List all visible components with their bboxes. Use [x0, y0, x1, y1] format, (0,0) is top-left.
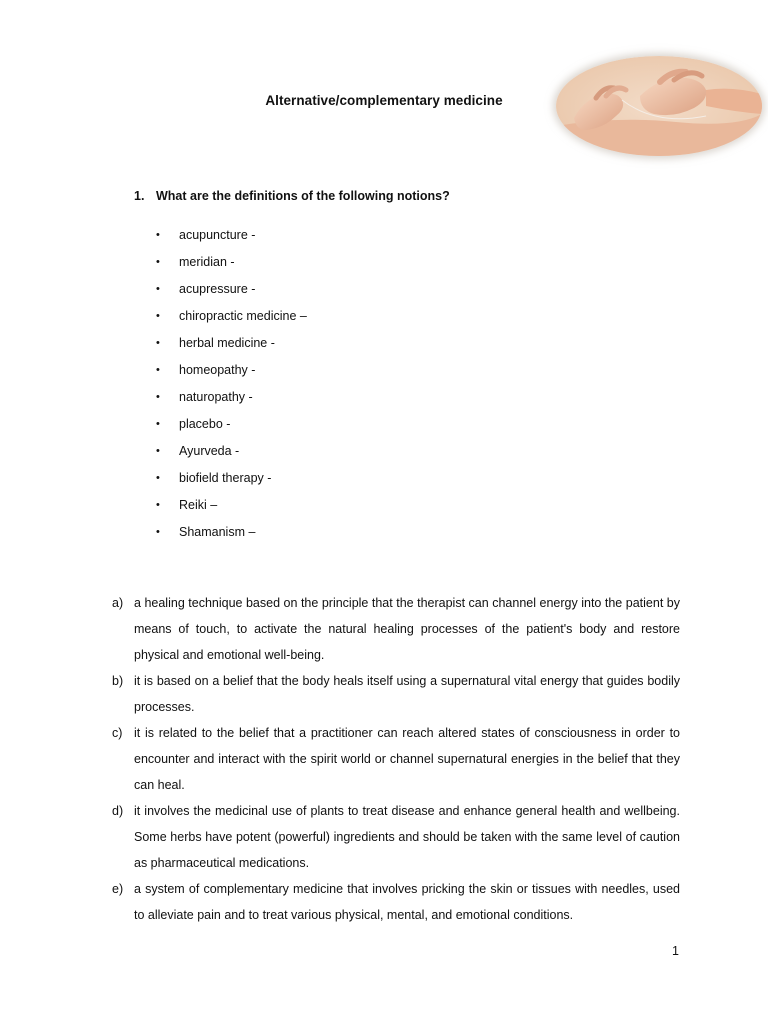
term-text: meridian - — [179, 255, 235, 269]
term-text: herbal medicine - — [179, 336, 275, 350]
definition-letter: c) — [112, 726, 123, 740]
definitions-list — [112, 590, 680, 928]
bullet-icon: • — [156, 283, 160, 295]
bullet-icon: • — [156, 229, 160, 241]
list-item — [156, 335, 307, 362]
definition-letter: a) — [112, 596, 124, 610]
definition-text: it is based on a belief that the body heals itself using a supernatural vital energy that guides bodily processes. — [134, 674, 680, 714]
question-text: What are the definitions of the following notions? — [156, 189, 450, 203]
definition-text: a healing technique based on the principle that the therapist can channel energy into the patient by means of touch, to activate the natural healing processes of the patient's body and restore physical and emotional well-being. — [134, 596, 680, 662]
list-item — [156, 497, 307, 524]
bullet-icon: • — [156, 418, 160, 430]
term-text: chiropractic medicine – — [179, 309, 307, 323]
term-text: acupressure - — [179, 282, 256, 296]
list-item — [156, 443, 307, 470]
term-text: acupuncture - — [179, 228, 256, 242]
definition-letter: b) — [112, 674, 124, 688]
term-text: Shamanism – — [179, 525, 256, 539]
definition-letter: d) — [112, 804, 124, 818]
list-item — [156, 362, 307, 389]
term-text: naturopathy - — [179, 390, 253, 404]
question-number: 1. — [134, 189, 145, 203]
bullet-icon: • — [156, 526, 160, 538]
definition-item — [112, 590, 680, 668]
list-item — [156, 389, 307, 416]
list-item — [156, 524, 307, 551]
list-item — [156, 416, 307, 443]
term-text: biofield therapy - — [179, 471, 272, 485]
terms-list — [156, 227, 307, 551]
bullet-icon: • — [156, 499, 160, 511]
term-text: Ayurveda - — [179, 444, 240, 458]
list-item — [156, 254, 307, 281]
bullet-icon: • — [156, 391, 160, 403]
definition-item — [112, 876, 680, 928]
definition-item — [112, 798, 680, 876]
list-item — [156, 308, 307, 335]
definition-text: it is related to the belief that a practitioner can reach altered states of consciousness in order to encounter and interact with the spirit world or channel supernatural energies in the belief that they can heal. — [134, 726, 680, 792]
bullet-icon: • — [156, 310, 160, 322]
definition-text: a system of complementary medicine that involves pricking the skin or tissues with needles, used to alleviate pain and to treat various physical, mental, and emotional conditions. — [134, 882, 680, 922]
list-item — [156, 470, 307, 497]
list-item — [156, 281, 307, 308]
term-text: homeopathy - — [179, 363, 256, 377]
hands-massage-photo — [556, 56, 762, 156]
list-item — [156, 227, 307, 254]
bullet-icon: • — [156, 472, 160, 484]
bullet-icon: • — [156, 364, 160, 376]
question-1 — [134, 189, 450, 203]
definition-item — [112, 668, 680, 720]
bullet-icon: • — [156, 445, 160, 457]
definition-text: it involves the medicinal use of plants to treat disease and enhance general health and wellbeing. Some herbs have potent (powerful) ingredients and should be taken with the same level of caution as pharmaceutical medications. — [134, 804, 680, 870]
bullet-icon: • — [156, 256, 160, 268]
page-number: 1 — [672, 944, 679, 958]
term-text: placebo - — [179, 417, 231, 431]
bullet-icon: • — [156, 337, 160, 349]
term-text: Reiki – — [179, 498, 218, 512]
document-title: Alternative/complementary medicine — [265, 93, 503, 108]
definition-letter: e) — [112, 882, 124, 896]
definition-item — [112, 720, 680, 798]
